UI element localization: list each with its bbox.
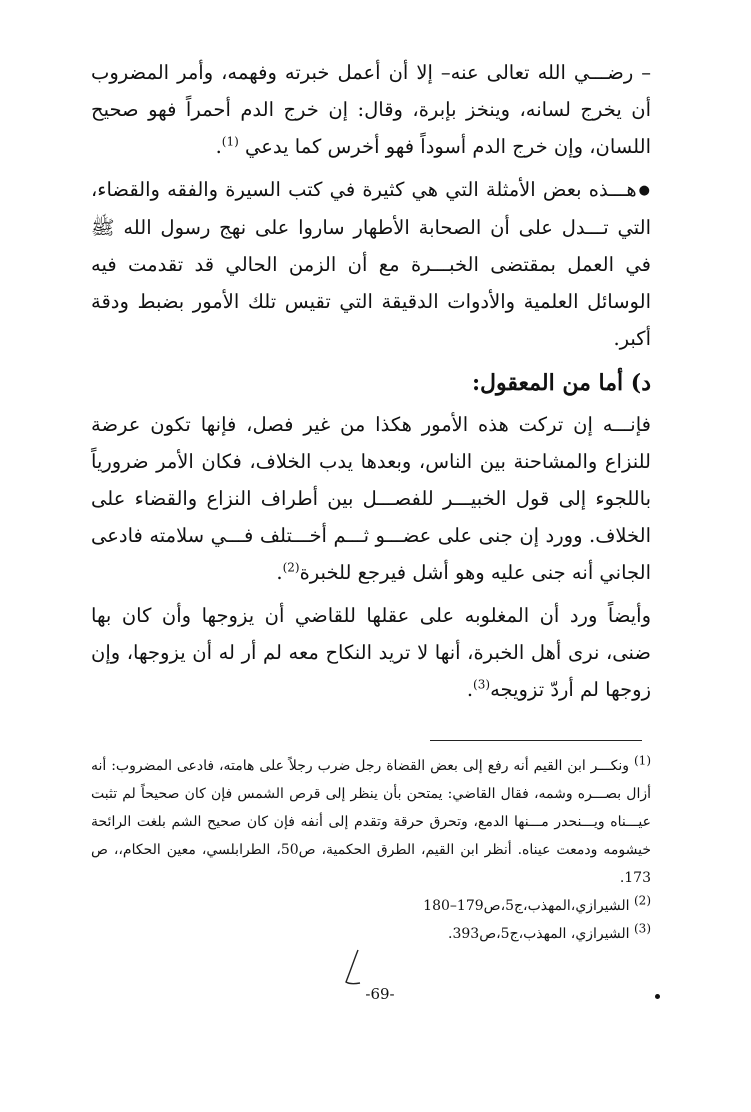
footnote-ref-3: (3) — [473, 677, 491, 692]
paragraph-1: – رضـــي الله تعالى عنه– إلا أن أعمل خبرته وفهمه، وأمر المضروب أن يخرج لسانه، وينخز بإبرة، وقال: إن خرج الدم أحمراً فهو صحيح اللسان، وإن خرج الدم أسوداً فهو أخرس كما يدعي $^{(1)}$. — [91, 61, 651, 158]
footnote-2: $^{(2)}$ الشيرازي،المهذب،ج5،ص179–180 — [423, 893, 651, 914]
section-heading: د) أما من المعقول: — [471, 370, 651, 396]
corner-dot — [655, 994, 660, 999]
footnote-ref-2: (2) — [282, 560, 300, 575]
paragraph-3: فإنـــه إن تركت هذه الأمور هكذا من غير فصل، فإنها تكون عرضة للنزاع والمشاحنة بين الناس، وبعدها يدب الخلاف، فكان الأمر ضرورياً باللجوء إلى قول الخبيـــر للفصـــل بين أطراف النزاع والقضاء على الخلاف. وورد إن جنى على عضـــو ثـــم أخـــتلف فـــي سلامته فادعى الجاني أنه جنى عليه وهو أشل فيرجع للخبرة$^{(2)}$. — [91, 413, 651, 584]
footnote-1: $^{(1)}$ ونكـــر ابن القيم أنه رفع إلى بعض القضاة رجل ضرب رجلاً على هامته، فادعى المضروب: أنه أزال بصـــره وشمه، فقال القاضي: يمتحن بأن ينظر إلى قرص الشمس فإن كان صحيحاً لم تثبت عيـــناه ويـــنحدر مـــنها الدمع، وتحرق حرقة وتقدم إلى أنفه فإن كان صحيح الشم بلغت الرائحة خيشومه ودمعت عيناه. أنظر ابن القيم، الطرق الحكمية، ص50، الطرابلسي، معين الحكام،، ص 173. — [91, 753, 651, 886]
footnote-separator — [430, 740, 642, 741]
page-number: -69- — [365, 985, 395, 1003]
main-text — [91, 54, 651, 714]
footnotes — [91, 752, 651, 948]
handwritten-mark-icon — [340, 948, 364, 988]
paragraph-2: ● هـــذه بعض الأمثلة التي هي كثيرة في كتب السيرة والفقه والقضاء، التي تـــدل على أن الصحابة الأطهار ساروا على نهج رسول الله ﷺ في العمل بمقتضى الخبـــرة مع أن الزمن الحالي قد تقدمت فيه الوسائل العلمية والأدوات الدقيقة التي تقيس تلك الأمور بضبط ودقة أكبر. — [91, 171, 651, 357]
footnote-3: $^{(3)}$ الشيرازي، المهذب،ج5،ص393. — [448, 921, 651, 942]
paragraph-4: وأيضاً ورد أن المغلوبه على عقلها للقاضي أن يزوجها وأن كان بها ضنى، نرى أهل الخبرة، أنها لا تريد النكاح معه لم أر له أن يزوجها، وإن زوجها لم أردّ تزويجه$^{(3)}$. — [91, 604, 651, 701]
footnote-ref-1: (1) — [221, 134, 239, 149]
